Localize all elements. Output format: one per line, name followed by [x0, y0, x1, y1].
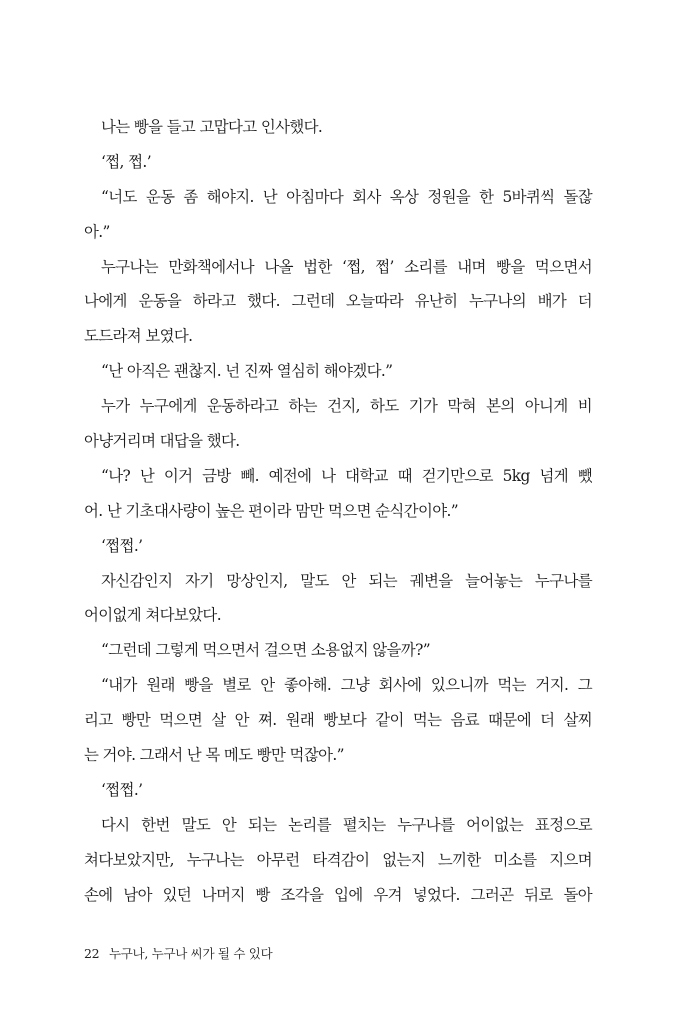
text-line: 리고 빵만 먹으면 살 안 쪄. 원래 빵보다 같이 먹는 음료 때문에 더 살찌 — [84, 711, 592, 730]
text-line: “너도 운동 좀 해야지. 난 아침마다 회사 옥상 정원을 한 5바퀴씩 돌잖 — [101, 187, 592, 206]
text-line: 손에 남아 있던 나머지 빵 조각을 입에 우겨 넣었다. 그러곤 뒤로 돌아 — [84, 885, 592, 904]
body-text — [84, 110, 592, 912]
page-number: 22 — [84, 946, 100, 961]
text-line: ‘쩝, 쩝.’ — [101, 152, 151, 171]
text-line: 나에게 운동을 하라고 했다. 그런데 오늘따라 유난히 누구나의 배가 더 — [84, 292, 592, 311]
text-line: “내가 원래 빵을 별로 안 좋아해. 그냥 회사에 있으니까 먹는 거지. 그 — [101, 676, 592, 695]
text-line: 어. 난 기초대사량이 높은 편이라 맘만 먹으면 순식간이야.” — [84, 501, 459, 520]
text-line: 누가 누구에게 운동하라고 하는 건지, 하도 기가 막혀 본의 아니게 비 — [101, 397, 592, 416]
text-line: 아.” — [84, 222, 110, 241]
text-line: “난 아직은 괜찮지. 넌 진짜 열심히 해야겠다.” — [101, 362, 393, 381]
text-line: 나는 빵을 들고 고맙다고 인사했다. — [101, 118, 323, 136]
text-line: 다시 한번 말도 안 되는 논리를 펼치는 누구나를 어이없는 표정으로 — [101, 815, 592, 834]
running-title: 누구나, 누구나 씨가 될 수 있다 — [109, 946, 273, 961]
text-line: 는 거야. 그래서 난 목 메도 빵만 먹잖아.” — [84, 746, 344, 765]
text-line: ‘쩝쩝.’ — [101, 536, 143, 555]
text-line: 어이없게 쳐다보았다. — [84, 606, 221, 625]
page-footer — [84, 944, 272, 962]
text-line: 누구나는 만화책에서나 나올 법한 ‘쩝, 쩝’ 소리를 내며 빵을 먹으면서 — [101, 257, 592, 276]
text-line: 자신감인지 자기 망상인지, 말도 안 되는 궤변을 늘어놓는 누구나를 — [101, 571, 592, 590]
text-line: “나? 난 이거 금방 빼. 예전에 나 대학교 때 걷기만으로 5kg 넘게 뺐 — [101, 466, 592, 485]
text-line: 도드라져 보였다. — [84, 327, 193, 346]
text-line: ‘쩝쩝.’ — [101, 780, 143, 799]
text-line: “그런데 그렇게 먹으면서 걸으면 소용없지 않을까?” — [101, 641, 430, 660]
text-line: 쳐다보았지만, 누구나는 아무런 타격감이 없는지 느끼한 미소를 지으며 — [84, 850, 592, 869]
text-line: 아냥거리며 대답을 했다. — [84, 432, 240, 451]
